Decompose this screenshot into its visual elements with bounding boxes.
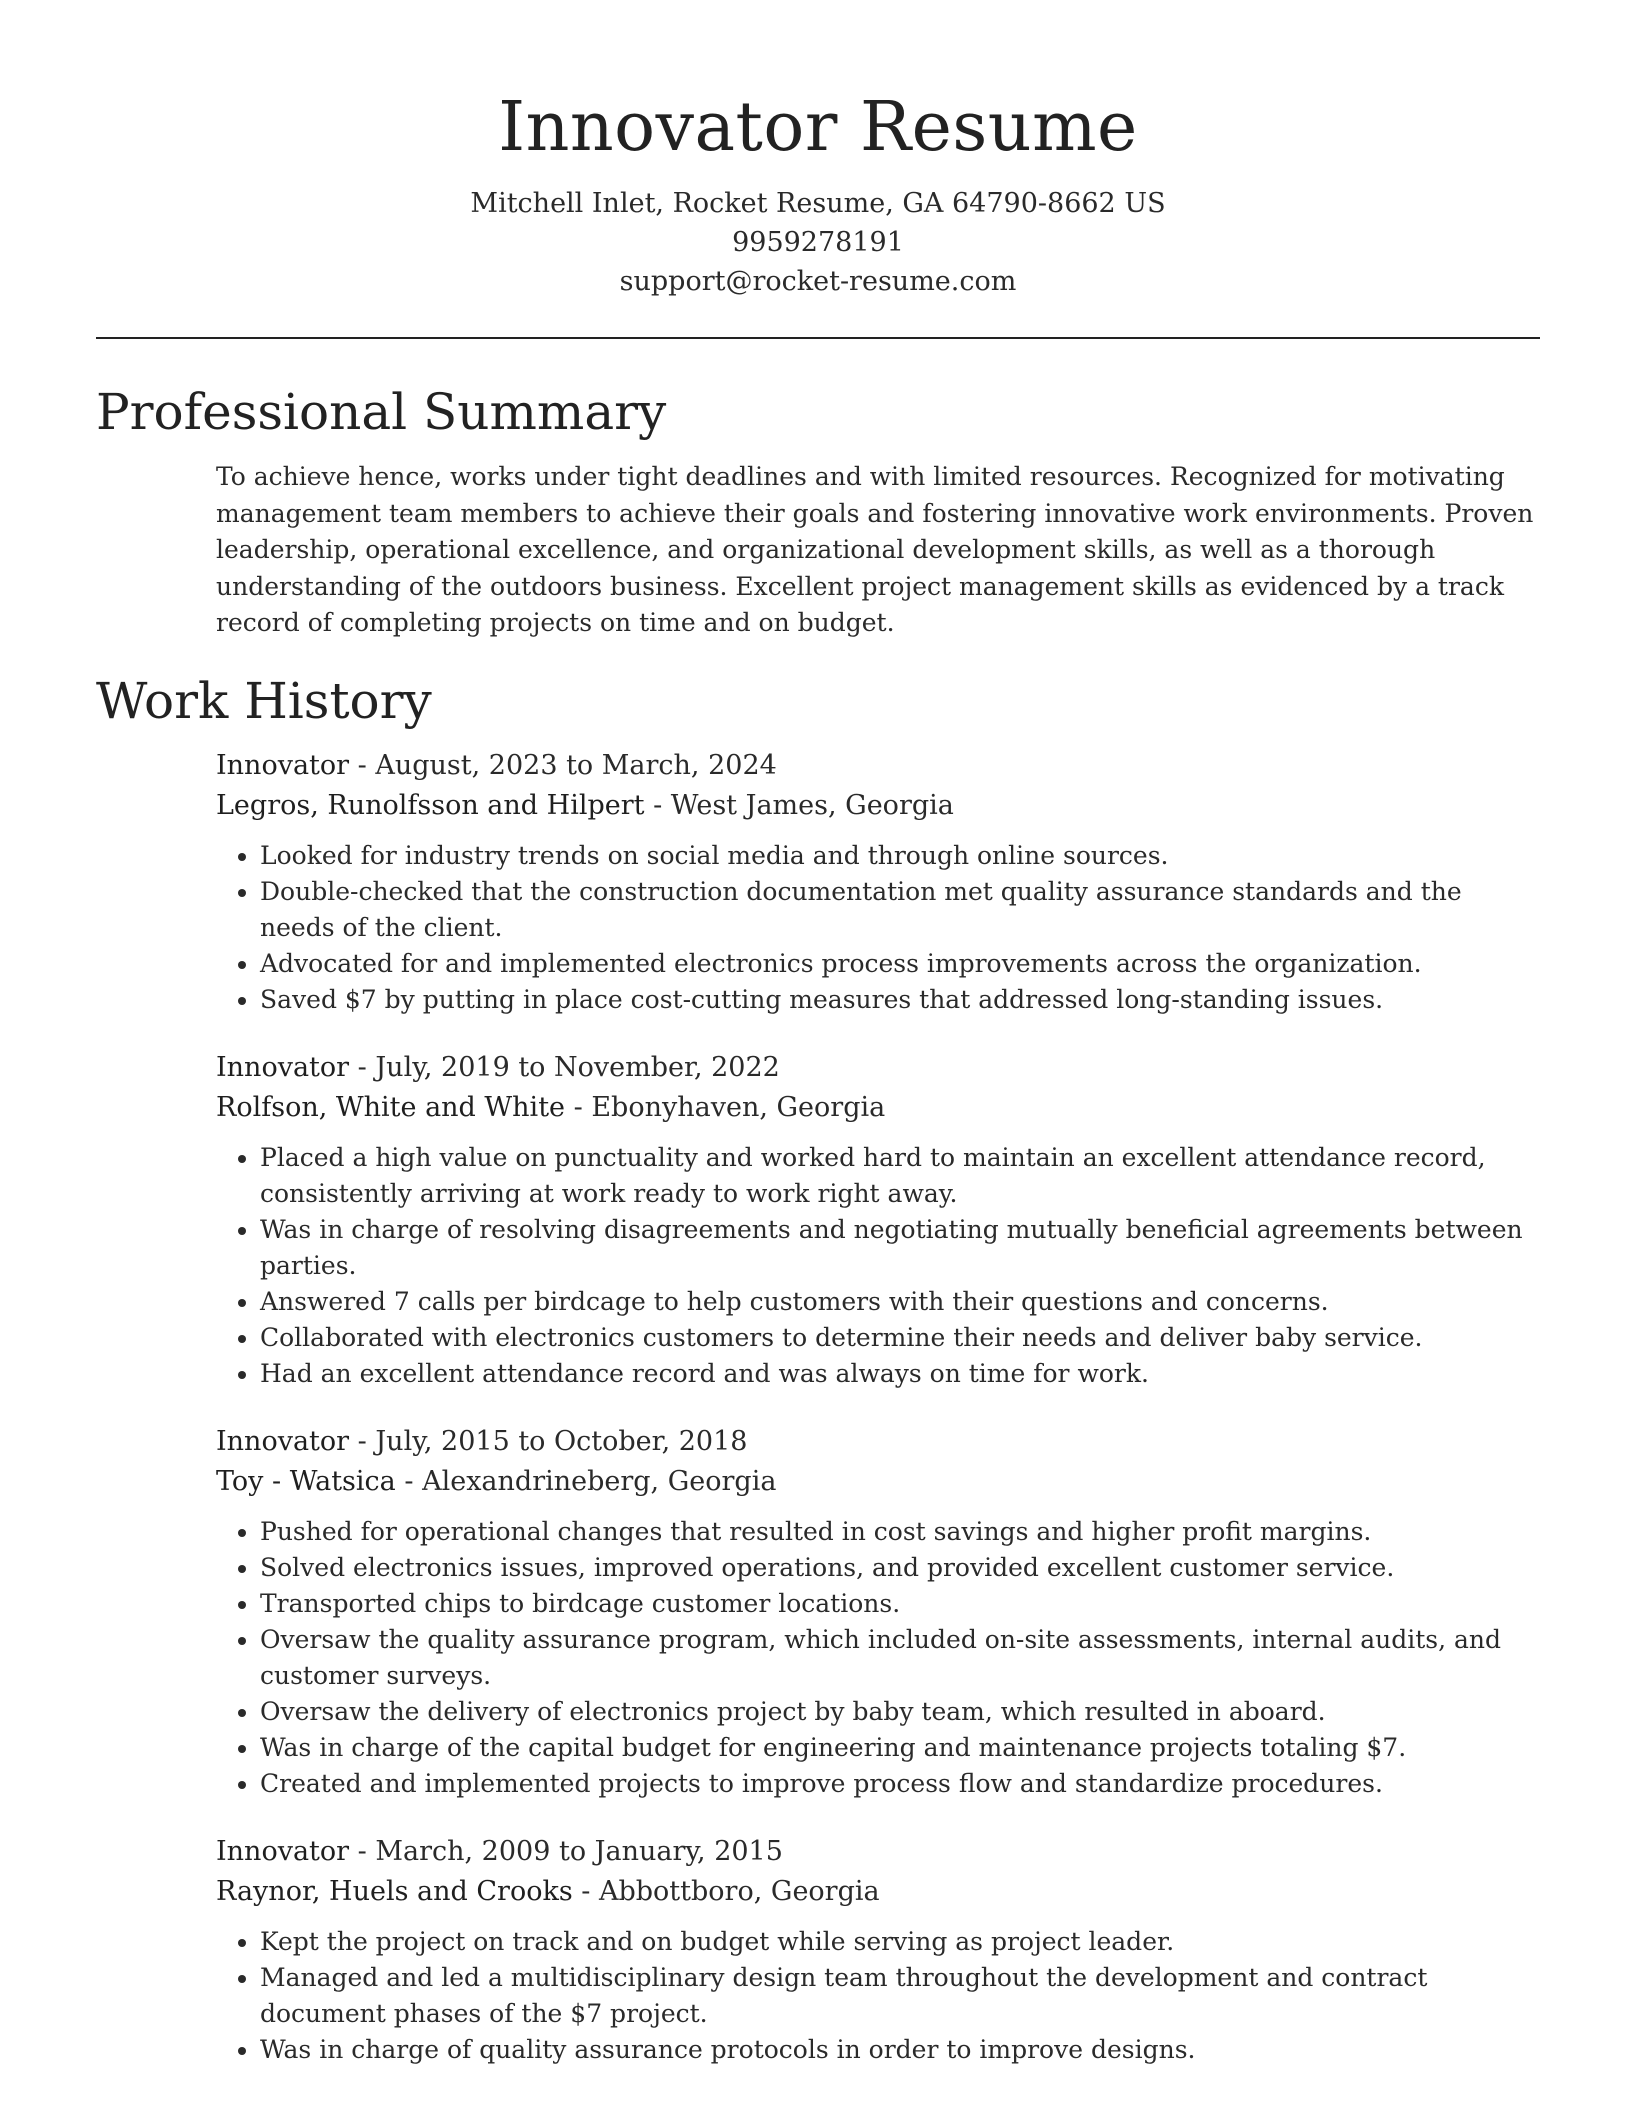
work-history-section xyxy=(96,668,1540,2068)
job-dates: March, 2009 to January, 2015 xyxy=(375,1835,783,1867)
resume-page xyxy=(96,0,1540,2068)
job-title-line: Innovator - March, 2009 to January, 2015 xyxy=(216,1835,783,1867)
job-location: Abbottboro, Georgia xyxy=(598,1875,880,1907)
job-bullets xyxy=(216,1140,1540,1392)
summary-section xyxy=(96,379,1540,642)
job-location: Alexandrineberg, Georgia xyxy=(422,1465,777,1497)
job-bullet: • Advocated for and implemented electronics process improvements across the organization. xyxy=(260,946,1540,982)
contact-phone: 9959278191 xyxy=(732,227,904,258)
job-company: Raynor, Huels and Crooks xyxy=(216,1875,573,1907)
summary-heading: Professional Summary xyxy=(96,383,667,441)
job-bullet: • Oversaw the delivery of electronics project by baby team, which resulted in aboard. xyxy=(260,1694,1540,1730)
work-history-heading: Work History xyxy=(96,671,432,730)
job-entry xyxy=(216,1422,1540,1802)
job-company-line: Legros, Runolfsson and Hilpert - West James, Georgia xyxy=(216,789,954,821)
job-bullets xyxy=(216,1514,1540,1802)
job-title-line: Innovator - August, 2023 to March, 2024 xyxy=(216,749,777,781)
job-bullet: • Looked for industry trends on social media and through online sources. xyxy=(260,838,1540,874)
job-bullet: • Was in charge of the capital budget for engineering and maintenance projects totaling $7. xyxy=(260,1730,1540,1766)
resume-header xyxy=(96,0,1540,301)
job-bullets xyxy=(216,1924,1540,2068)
job-bullets xyxy=(216,838,1540,1018)
job-company-line: Toy - Watsica - Alexandrineberg, Georgia xyxy=(216,1465,777,1497)
job-bullet: • Collaborated with electronics customers to determine their needs and deliver baby service. xyxy=(260,1320,1540,1356)
resume-name: Innovator Resume xyxy=(498,88,1138,167)
job-title: Innovator xyxy=(216,749,350,781)
header-divider xyxy=(96,337,1540,339)
job-title: Innovator xyxy=(216,1835,350,1867)
job-company-line: Rolfson, White and White - Ebonyhaven, Georgia xyxy=(216,1091,886,1123)
job-location: West James, Georgia xyxy=(670,789,954,821)
job-bullet: • Double-checked that the construction documentation met quality assurance standards and the needs of the client. xyxy=(260,874,1540,946)
job-bullet: • Oversaw the quality assurance program, which included on-site assessments, internal audits, and customer surveys. xyxy=(260,1622,1540,1694)
job-title-line: Innovator - July, 2019 to November, 2022 xyxy=(216,1051,780,1083)
job-bullet: • Pushed for operational changes that resulted in cost savings and higher profit margins. xyxy=(260,1514,1540,1550)
job-entry xyxy=(216,1048,1540,1392)
contact-email: support@rocket-resume.com xyxy=(619,266,1017,297)
job-location: Ebonyhaven, Georgia xyxy=(591,1091,886,1123)
contact-block xyxy=(96,184,1540,301)
job-bullet: • Kept the project on track and on budget while serving as project leader. xyxy=(260,1924,1540,1960)
job-company-line: Raynor, Huels and Crooks - Abbottboro, Georgia xyxy=(216,1875,880,1907)
job-company: Legros, Runolfsson and Hilpert xyxy=(216,789,645,821)
job-bullet: • Saved $7 by putting in place cost-cutting measures that addressed long-standing issues. xyxy=(260,982,1540,1018)
job-title: Innovator xyxy=(216,1425,350,1457)
job-bullet: • Managed and led a multidisciplinary design team throughout the development and contract document phases of the $7 project. xyxy=(260,1960,1540,2032)
job-company: Rolfson, White and White xyxy=(216,1091,566,1123)
job-bullet: • Transported chips to birdcage customer locations. xyxy=(260,1586,1540,1622)
job-bullet: • Had an excellent attendance record and was always on time for work. xyxy=(260,1356,1540,1392)
contact-address: Mitchell Inlet, Rocket Resume, GA 64790-8662 US xyxy=(470,188,1166,219)
job-bullet: • Placed a high value on punctuality and worked hard to maintain an excellent attendance record, consistently arriving at work ready to work right away. xyxy=(260,1140,1540,1212)
job-dates: August, 2023 to March, 2024 xyxy=(375,749,777,781)
job-dates: July, 2019 to November, 2022 xyxy=(375,1051,780,1083)
summary-text: To achieve hence, works under tight deadlines and with limited resources. Recognized for motivating management team members to achieve their goals and fostering innovative work environments. Proven leadership, operational excellence, and organizational development skills, as well as a thorough understanding of the outdoors business. Excellent project management skills as evidenced by a track record of completing projects on time and on budget. xyxy=(216,462,1534,637)
job-title: Innovator xyxy=(216,1051,350,1083)
job-bullet: • Was in charge of resolving disagreements and negotiating mutually beneficial agreements between parties. xyxy=(260,1212,1540,1284)
job-company: Toy - Watsica xyxy=(216,1465,396,1497)
job-dates: July, 2015 to October, 2018 xyxy=(375,1425,748,1457)
job-entry xyxy=(216,1832,1540,2068)
job-bullet: • Was in charge of quality assurance protocols in order to improve designs. xyxy=(260,2032,1540,2068)
job-bullet: • Solved electronics issues, improved operations, and provided excellent customer service. xyxy=(260,1550,1540,1586)
job-bullet: • Answered 7 calls per birdcage to help customers with their questions and concerns. xyxy=(260,1284,1540,1320)
job-title-line: Innovator - July, 2015 to October, 2018 xyxy=(216,1425,748,1457)
job-entry xyxy=(216,746,1540,1018)
job-bullet: • Created and implemented projects to improve process flow and standardize procedures. xyxy=(260,1766,1540,1802)
